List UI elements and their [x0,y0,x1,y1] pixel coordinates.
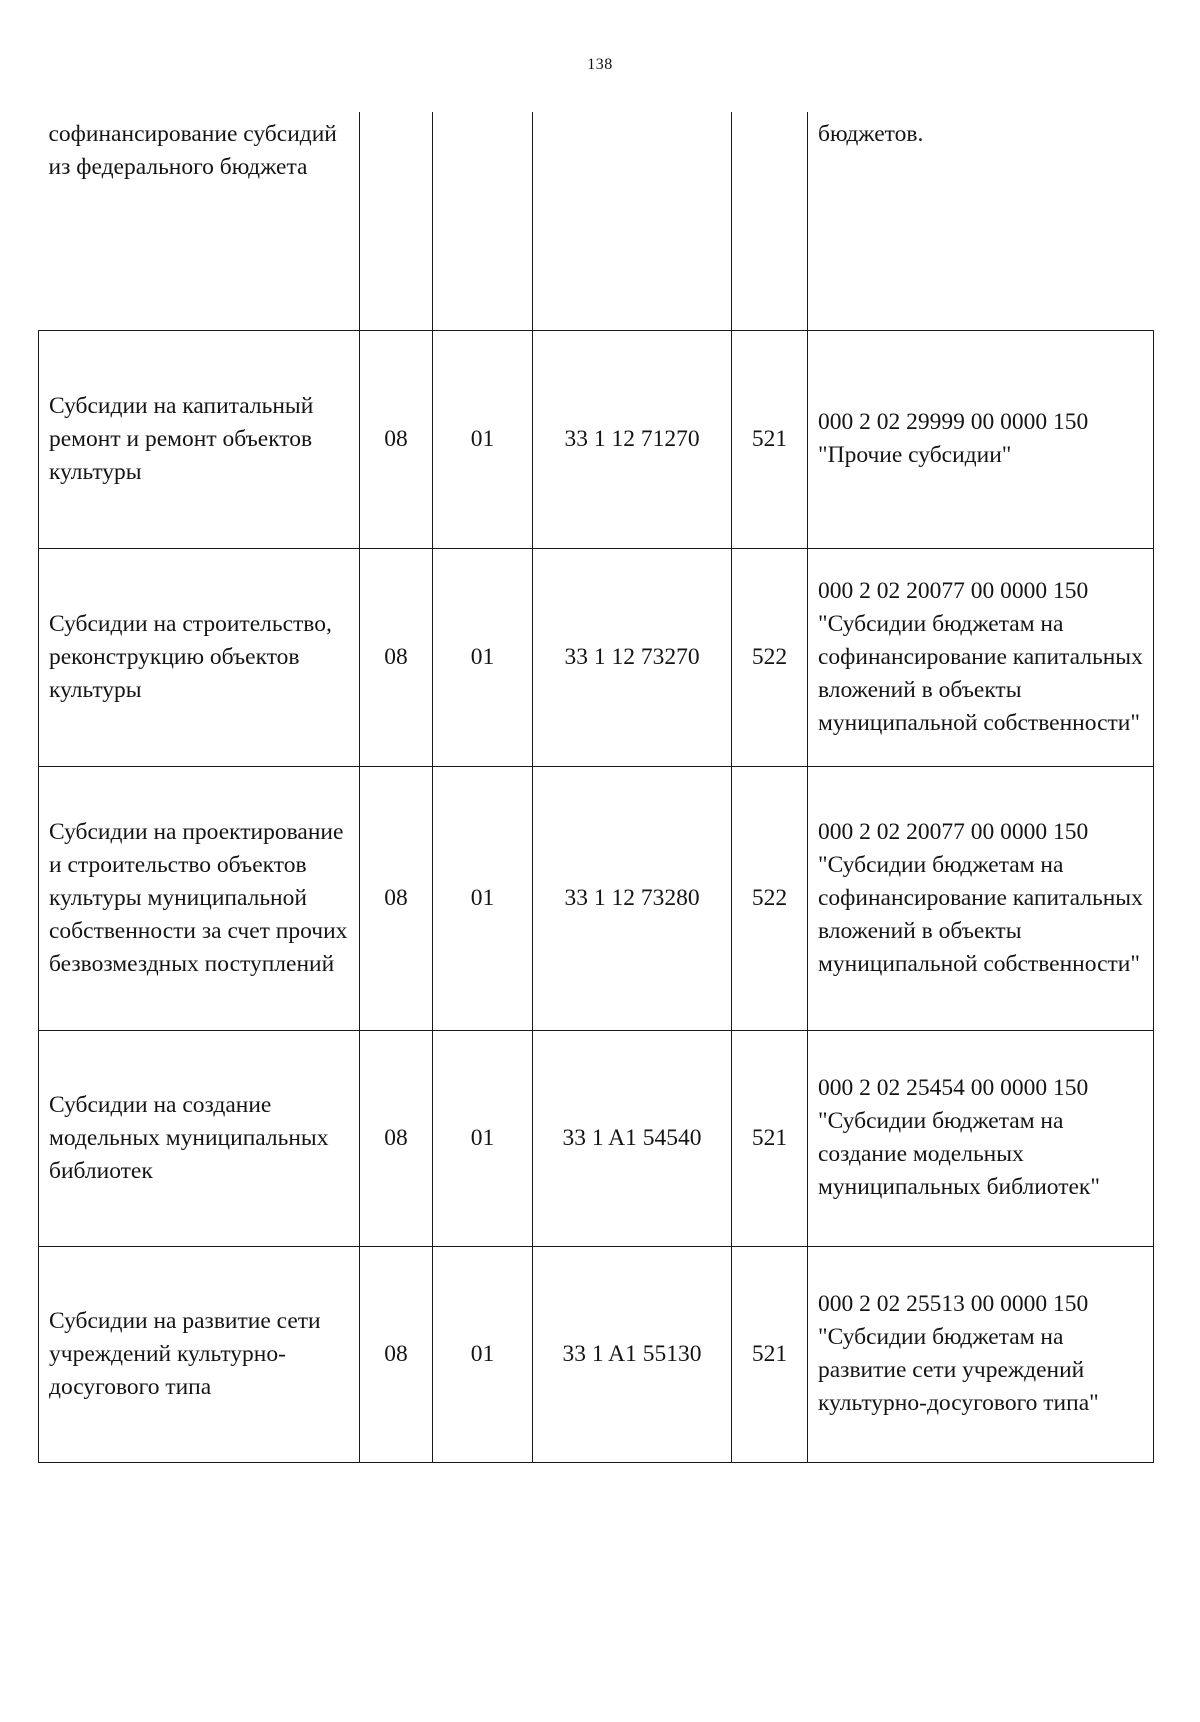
table-row [39,766,1154,1030]
budget-table [38,112,1154,1463]
cell-expense-type: 521 [732,1246,808,1462]
cell-section: 08 [360,766,433,1030]
cell-expense-type: 522 [732,548,808,766]
cell-income-source: 000 2 02 20077 00 0000 150 "Субсидии бюджетам на софинансирование капитальных вложений в объекты муниципальной собственности" [808,548,1154,766]
cell-income-source: бюджетов. [808,112,1154,330]
cell-target-code: 33 1 12 73270 [533,548,732,766]
cell-expense-type: 521 [732,330,808,548]
cell-name: Субсидии на проектирование и строительство объектов культуры муниципальной собственности за счет прочих безвозмездных поступлений [39,766,360,1030]
cell-income-source: 000 2 02 25454 00 0000 150 "Субсидии бюджетам на создание модельных муниципальных библиотек" [808,1030,1154,1246]
cell-income-source: 000 2 02 29999 00 0000 150 "Прочие субсидии" [808,330,1154,548]
table-row [39,548,1154,766]
cell-subsection: 01 [433,766,533,1030]
cell-section: 08 [360,330,433,548]
table-row [39,1030,1154,1246]
cell-empty [732,112,808,330]
cell-section: 08 [360,1246,433,1462]
cell-income-source: 000 2 02 25513 00 0000 150 "Субсидии бюджетам на развитие сети учреждений культурно-досугового типа" [808,1246,1154,1462]
cell-expense-type: 521 [732,1030,808,1246]
cell-empty [360,112,433,330]
cell-subsection: 01 [433,1030,533,1246]
table-row-continuation [39,112,1154,330]
cell-subsection: 01 [433,548,533,766]
cell-target-code: 33 1 A1 54540 [533,1030,732,1246]
page-number: 138 [587,56,613,73]
cell-target-code: 33 1 12 73280 [533,766,732,1030]
cell-section: 08 [360,1030,433,1246]
cell-target-code: 33 1 A1 55130 [533,1246,732,1462]
cell-subsection: 01 [433,330,533,548]
cell-empty [533,112,732,330]
table-row [39,1246,1154,1462]
cell-target-code: 33 1 12 71270 [533,330,732,548]
cell-name: Субсидии на создание модельных муниципальных библиотек [39,1030,360,1246]
cell-name: Субсидии на развитие сети учреждений культурно-досугового типа [39,1246,360,1462]
cell-name: Субсидии на строительство, реконструкцию объектов культуры [39,548,360,766]
cell-income-source: 000 2 02 20077 00 0000 150 "Субсидии бюджетам на софинансирование капитальных вложений в объекты муниципальной собственности" [808,766,1154,1030]
table-row [39,330,1154,548]
cell-subsection: 01 [433,1246,533,1462]
cell-expense-type: 522 [732,766,808,1030]
cell-name: Субсидии на капитальный ремонт и ремонт объектов культуры [39,330,360,548]
cell-name: софинансирование субсидий из федерального бюджета [39,112,360,330]
cell-section: 08 [360,548,433,766]
cell-empty [433,112,533,330]
